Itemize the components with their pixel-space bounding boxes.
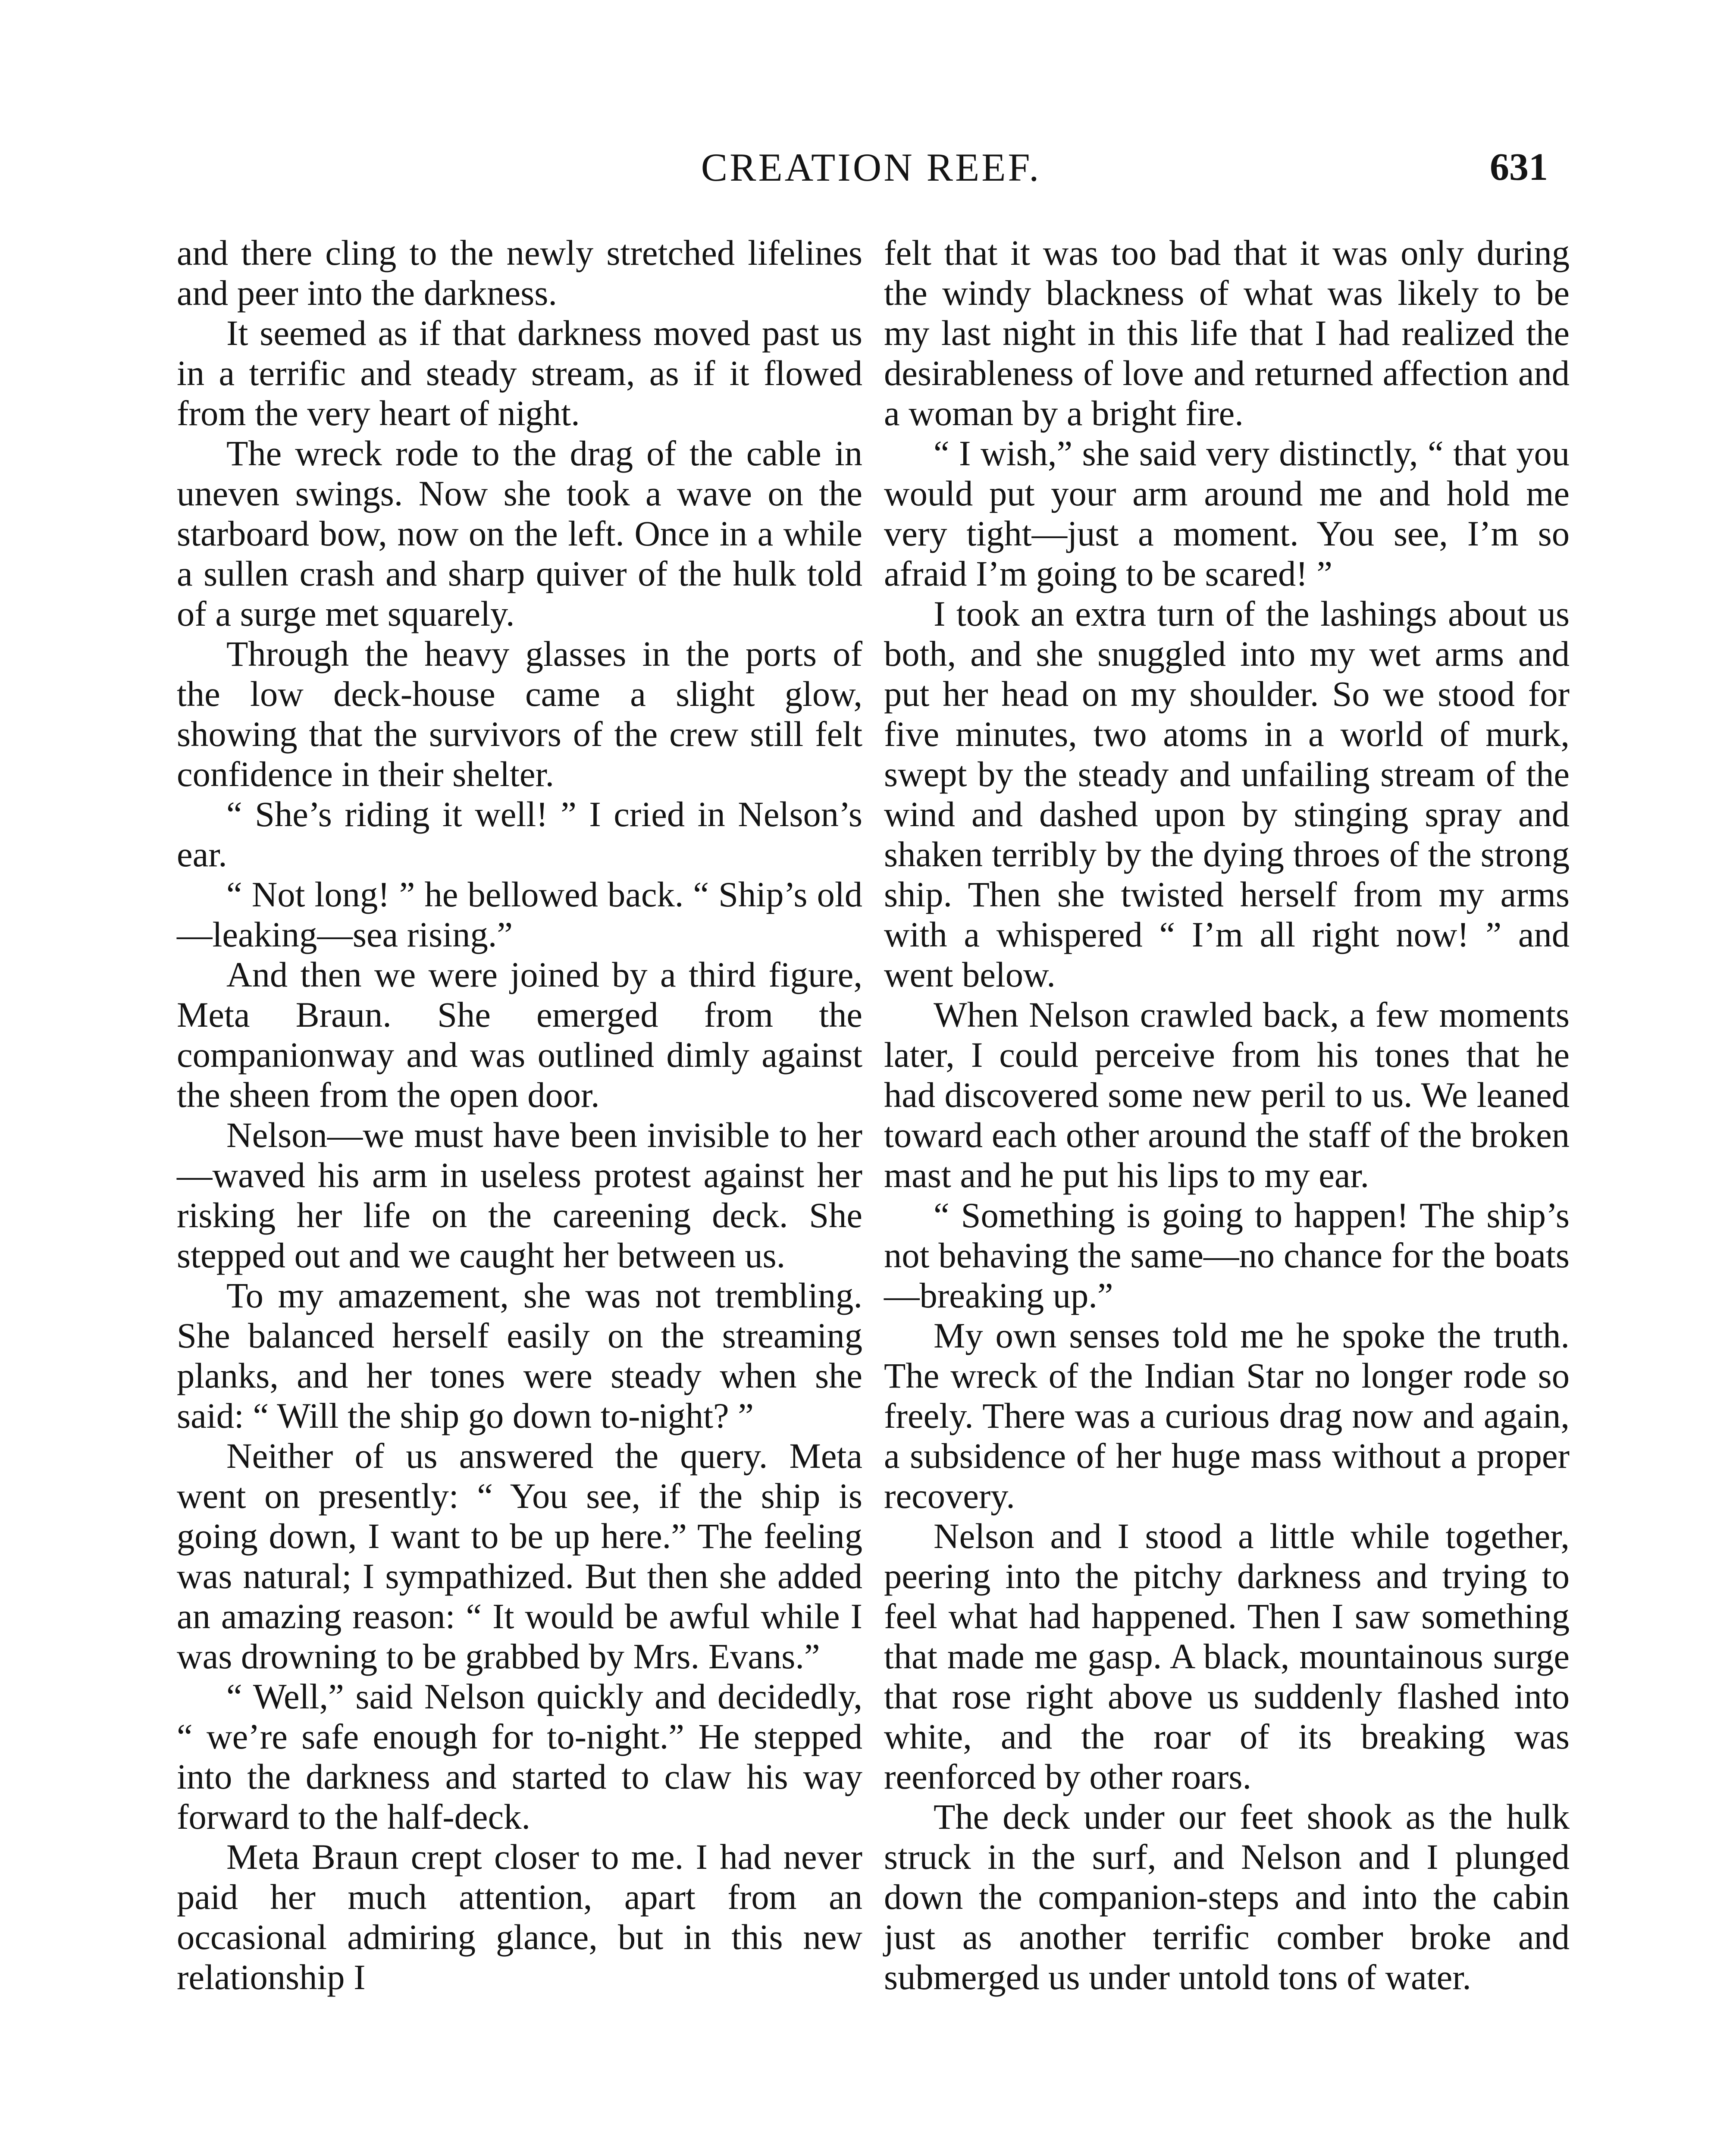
paragraph: Nelson and I stood a little while together, peering into the pitchy darkness and trying to feel what had happened. Then I saw something that made me gasp. A black, mountainous surge that rose right above us suddenly flashed into white, and the roar of its breaking was reenforced by other roars.: [884, 1516, 1570, 1796]
paragraph: Through the heavy glasses in the ports of the low deck-house came a slight glow, showing that the survivors of the crew still felt confidence in their shelter.: [177, 634, 862, 794]
paragraph: When Nelson crawled back, a few moments later, I could perceive from his tones that he had discovered some new peril to us. We leaned toward each other around the staff of the broken mast and he put his lips to my ear.: [884, 995, 1570, 1195]
paragraph: “ Not long! ” he bellowed back. “ Ship’s old—leaking—sea rising.”: [177, 874, 862, 954]
paragraph: I took an extra turn of the lashings about us both, and she snuggled into my wet arms and put her head on my shoulder. So we stood for five minutes, two atoms in a world of murk, swept by the steady and unfailing stream of the wind and dashed upon by stinging spray and shaken terribly by the dying throes of the strong ship. Then she twisted herself from my arms with a whispered “ I’m all right now! ” and went below.: [884, 594, 1570, 994]
paragraph: “ Something is going to happen! The ship’s not behaving the same—no chance for the boats—breaking up.”: [884, 1195, 1570, 1315]
right-column: [884, 233, 1570, 1997]
paragraph: “ I wish,” she said very distinctly, “ that you would put your arm around me and hold me very tight—just a moment. You see, I’m so afraid I’m going to be scared! ”: [884, 433, 1570, 593]
paragraph: “ She’s riding it well! ” I cried in Nelson’s ear.: [177, 794, 862, 874]
paragraph: It seemed as if that darkness moved past us in a terrific and steady stream, as if it flowed from the very heart of night.: [177, 313, 862, 433]
paragraph: “ Well,” said Nelson quickly and decidedly, “ we’re safe enough for to-night.” He stepped into the darkness and started to claw his way forward to the half-deck.: [177, 1677, 862, 1836]
paragraph: To my amazement, she was not trembling. She balanced herself easily on the streaming planks, and her tones were steady when she said: “ Will the ship go down to-night? ”: [177, 1275, 862, 1435]
paragraph: My own senses told me he spoke the truth. The wreck of the Indian Star no longer rode so freely. There was a curious drag now and again, a subsidence of her huge mass without a proper recovery.: [884, 1316, 1570, 1516]
left-column: [177, 233, 862, 1997]
page-header: [0, 137, 1711, 197]
paragraph: The deck under our feet shook as the hulk struck in the surf, and Nelson and I plunged down the companion-steps and into the cabin just as another terrific comber broke and submerged us under untold tons of water.: [884, 1797, 1570, 1997]
paragraph: The wreck rode to the drag of the cable in uneven swings. Now she took a wave on the starboard bow, now on the left. Once in a while a sullen crash and sharp quiver of the hulk told of a surge met squarely.: [177, 433, 862, 633]
page-number: 631: [1490, 146, 1548, 188]
paragraph: And then we were joined by a third figure, Meta Braun. She emerged from the companionway and was outlined dimly against the sheen from the open door.: [177, 955, 862, 1115]
running-title: CREATION REEF.: [701, 145, 1041, 189]
paragraph: felt that it was too bad that it was only during the windy blackness of what was likely to be my last night in this life that I had realized the desirableness of love and returned affection and a woman by a bright fire.: [884, 233, 1570, 433]
paragraph: Neither of us answered the query. Meta went on presently: “ You see, if the ship is going down, I want to be up here.” The feeling was natural; I sympathized. But then she added an amazing reason: “ It would be awful while I was drowning to be grabbed by Mrs. Evans.”: [177, 1436, 862, 1676]
paragraph: and there cling to the newly stretched lifelines and peer into the darkness.: [177, 233, 862, 313]
paragraph: Meta Braun crept closer to me. I had never paid her much attention, apart from an occasional admiring glance, but in this new relationship I: [177, 1837, 862, 1997]
paragraph: Nelson—we must have been invisible to her—waved his arm in useless protest against her risking her life on the careening deck. She stepped out and we caught her between us.: [177, 1115, 862, 1275]
